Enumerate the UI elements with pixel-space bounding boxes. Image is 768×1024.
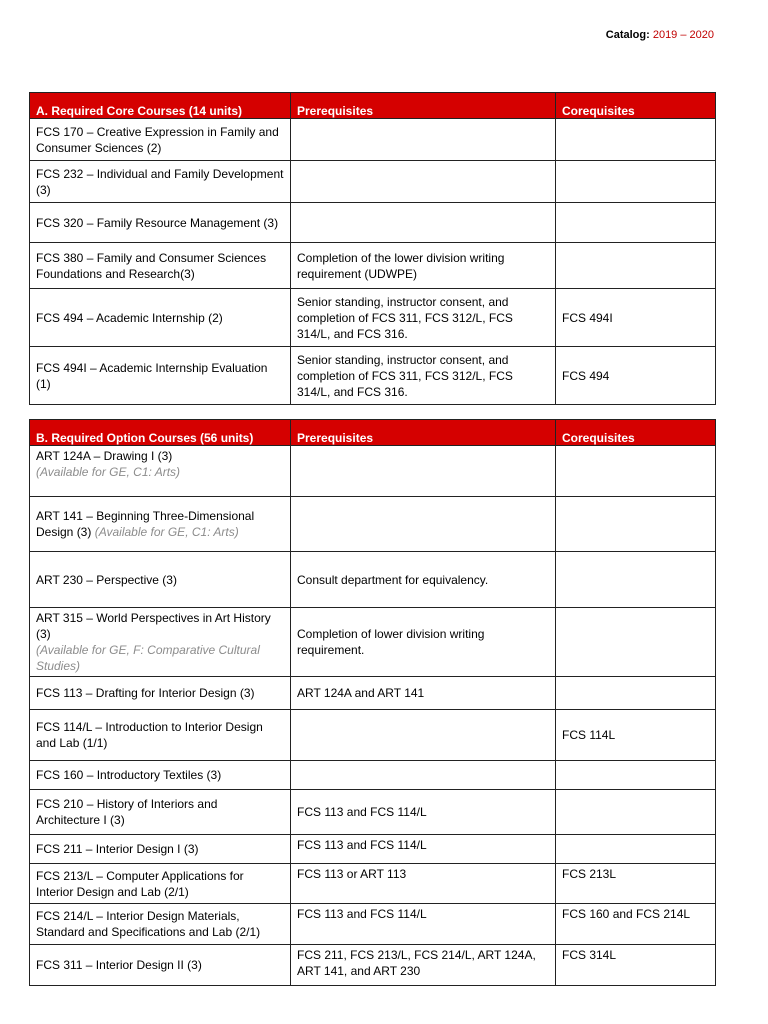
table-row (30, 497, 716, 552)
table-row (30, 835, 716, 864)
prereq-cell: FCS 113 and FCS 114/L (291, 904, 556, 945)
prereq-cell: FCS 113 or ART 113 (291, 864, 556, 904)
course-cell: FCS 380 – Family and Consumer Sciences Foundations and Research(3) (30, 243, 291, 289)
coreq-cell (556, 677, 716, 710)
course-title: FCS 311 – Interior Design II (3) (36, 958, 202, 972)
coreq-cell: FCS 314L (556, 945, 716, 986)
prereq-cell (291, 497, 556, 552)
coreq-cell (556, 243, 716, 289)
table-row (30, 347, 716, 405)
col-header-prerequisites: Prerequisites (291, 420, 556, 446)
coreq-cell (556, 835, 716, 864)
table-row (30, 710, 716, 761)
coreq-cell (556, 203, 716, 243)
course-cell (30, 677, 291, 710)
course-cell (30, 790, 291, 835)
prereq-cell (291, 119, 556, 161)
table-row (30, 203, 716, 243)
course-cell (30, 497, 291, 552)
table-row (30, 552, 716, 608)
ge-note: (Available for GE, C1: Arts) (94, 525, 239, 539)
table-row (30, 864, 716, 904)
course-title: FCS 114/L – Introduction to Interior Design and Lab (1/1) (36, 720, 263, 750)
coreq-cell: FCS 160 and FCS 214L (556, 904, 716, 945)
course-cell: FCS 232 – Individual and Family Development (3) (30, 161, 291, 203)
prereq-cell: ART 124A and ART 141 (291, 677, 556, 710)
course-title: FCS 211 – Interior Design I (3) (36, 842, 199, 856)
prereq-cell (291, 761, 556, 790)
course-cell (30, 608, 291, 677)
course-cell (30, 446, 291, 497)
prereq-cell (291, 203, 556, 243)
prereq-cell (291, 161, 556, 203)
table-row (30, 289, 716, 347)
coreq-cell (556, 790, 716, 835)
coreq-cell (556, 446, 716, 497)
prereq-cell: Consult department for equivalency. (291, 552, 556, 608)
course-cell: FCS 494I – Academic Internship Evaluation (1) (30, 347, 291, 405)
col-header-courses: B. Required Option Courses (56 units) (30, 420, 291, 446)
prereq-cell: Senior standing, instructor consent, and completion of FCS 311, FCS 312/L, FCS 314/L, and FCS 316. (291, 289, 556, 347)
coreq-cell (556, 161, 716, 203)
catalog-years: 2019 – 2020 (652, 29, 714, 41)
course-cell: FCS 494 – Academic Internship (2) (30, 289, 291, 347)
coreq-cell: FCS 213L (556, 864, 716, 904)
course-cell: FCS 320 – Family Resource Management (3) (30, 203, 291, 243)
table-row (30, 608, 716, 677)
course-title: ART 124A – Drawing I (3) (36, 449, 173, 463)
course-cell (30, 945, 291, 986)
col-header-corequisites: Corequisites (556, 420, 716, 446)
table-row (30, 677, 716, 710)
catalog-year (606, 29, 714, 41)
prereq-cell: Senior standing, instructor consent, and completion of FCS 311, FCS 312/L, FCS 314/L, and FCS 316. (291, 347, 556, 405)
course-cell (30, 552, 291, 608)
course-title: FCS 210 – History of Interiors and Architecture I (3) (36, 797, 218, 827)
course-cell (30, 710, 291, 761)
prereq-cell: FCS 113 and FCS 114/L (291, 790, 556, 835)
course-cell (30, 835, 291, 864)
table-header-row (30, 420, 716, 446)
coreq-cell: FCS 494I (556, 289, 716, 347)
ge-note: (Available for GE, F: Comparative Cultural Studies) (36, 643, 260, 673)
catalog-label: Catalog: (605, 29, 650, 41)
col-header-courses: A. Required Core Courses (14 units) (30, 93, 291, 119)
coreq-cell: FCS 114L (556, 710, 716, 761)
table-row (30, 945, 716, 986)
table-row (30, 243, 716, 289)
coreq-cell (556, 119, 716, 161)
course-title: FCS 214/L – Interior Design Materials, Standard and Specifications and Lab (2/1) (36, 909, 261, 939)
table-header-row (30, 93, 716, 119)
table-row (30, 119, 716, 161)
coreq-cell (556, 761, 716, 790)
prereq-cell: Completion of the lower division writing requirement (UDWPE) (291, 243, 556, 289)
course-cell (30, 761, 291, 790)
coreq-cell (556, 497, 716, 552)
coreq-cell: FCS 494 (556, 347, 716, 405)
table-row (30, 790, 716, 835)
coreq-cell (556, 552, 716, 608)
prereq-cell: FCS 211, FCS 213/L, FCS 214/L, ART 124A, ART 141, and ART 230 (291, 945, 556, 986)
col-header-prerequisites: Prerequisites (291, 93, 556, 119)
course-title: FCS 113 – Drafting for Interior Design (3) (36, 686, 255, 700)
table-row (30, 161, 716, 203)
option-courses-table (29, 419, 716, 986)
table-row (30, 446, 716, 497)
prereq-cell: Completion of lower division writing requirement. (291, 608, 556, 677)
col-header-corequisites: Corequisites (556, 93, 716, 119)
prereq-cell (291, 446, 556, 497)
table-row (30, 904, 716, 945)
prereq-cell (291, 710, 556, 761)
course-title: FCS 213/L – Computer Applications for Interior Design and Lab (2/1) (36, 868, 244, 899)
course-cell: FCS 170 – Creative Expression in Family and Consumer Sciences (2) (30, 119, 291, 161)
coreq-cell (556, 608, 716, 677)
core-courses-table (29, 92, 716, 405)
course-title: FCS 160 – Introductory Textiles (3) (36, 768, 222, 782)
course-cell (30, 864, 291, 904)
table-row (30, 761, 716, 790)
course-cell (30, 904, 291, 945)
course-title: ART 230 – Perspective (3) (36, 572, 177, 587)
course-title: ART 141 – Beginning Three-Dimensional Design (3) (36, 509, 255, 539)
prereq-cell: FCS 113 and FCS 114/L (291, 835, 556, 864)
ge-note: (Available for GE, C1: Arts) (36, 465, 181, 479)
course-title: ART 315 – World Perspectives in Art History (3) (36, 611, 271, 641)
